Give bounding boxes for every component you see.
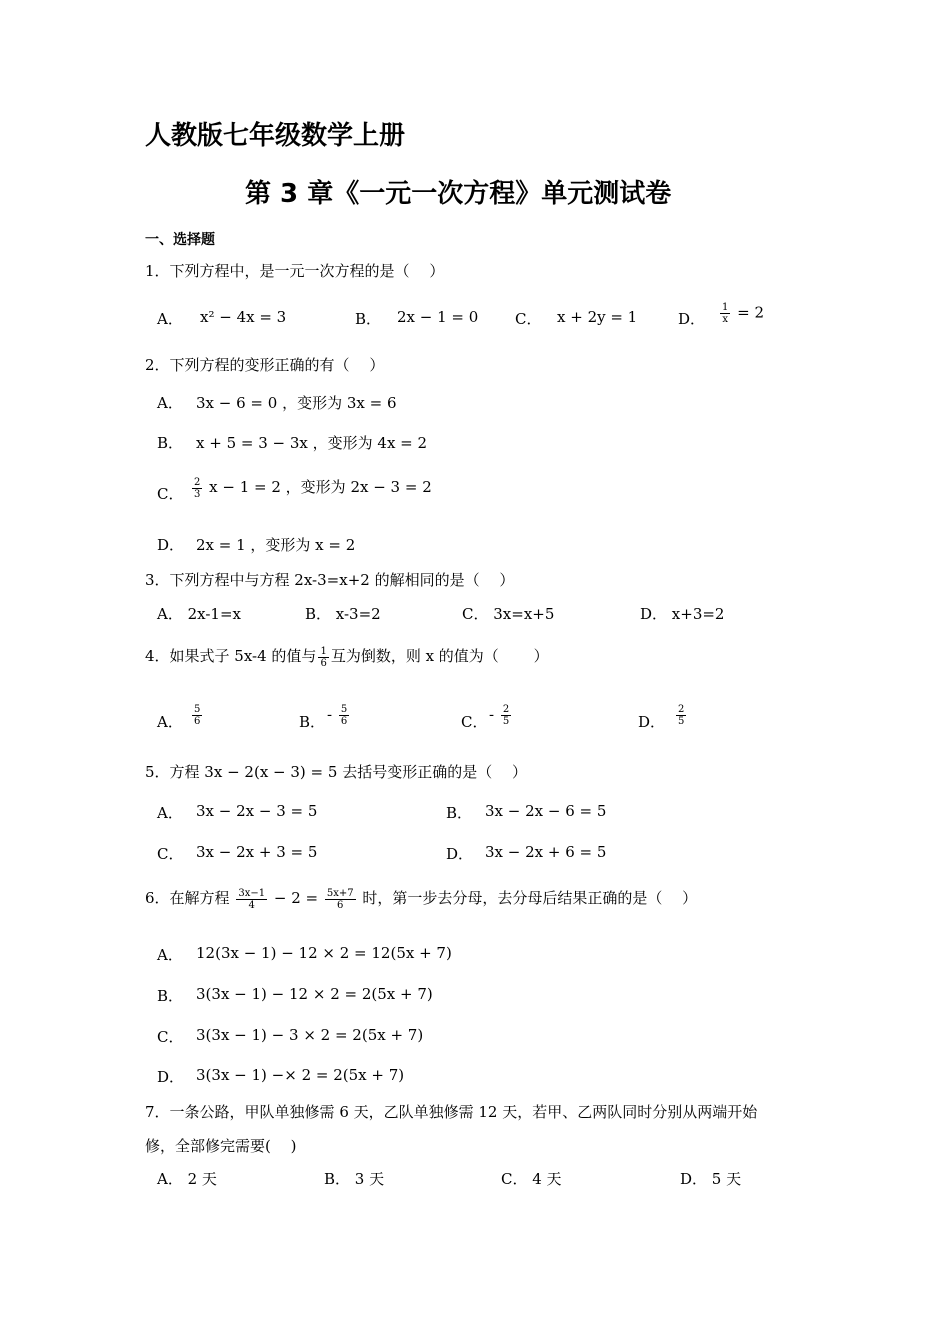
fraction-numerator: 2 — [678, 704, 685, 715]
q7-option-a: A． 2 天 — [157, 1170, 217, 1188]
q4-stem-fraction — [318, 646, 328, 669]
question-6-stem — [145, 887, 697, 911]
q6-option-c: 3(3x − 1) − 3 × 2 = 2(5x + 7) — [196, 1026, 424, 1044]
q6-option-d: 3(3x − 1) −× 2 = 2(5x + 7) — [196, 1066, 405, 1084]
q6-fraction-right — [325, 888, 356, 911]
fraction-denominator: 3 — [194, 488, 201, 500]
q4-option-b-label: B． — [299, 713, 326, 731]
q5-option-d: 3x − 2x + 6 = 5 — [485, 843, 607, 861]
q1-option-d-label: D． — [678, 310, 706, 328]
fraction-numerator: 3x−1 — [238, 887, 266, 899]
q1-option-d — [718, 302, 764, 325]
q4-b-sign: - — [327, 705, 333, 724]
document-title: 人教版七年级数学上册 — [145, 121, 406, 151]
q4-c-fraction — [501, 704, 511, 727]
fraction-numerator: 1 — [320, 645, 327, 657]
q3-option-c: C． 3x=x+5 — [462, 605, 555, 623]
fraction-denominator: 4 — [248, 899, 255, 911]
q7-option-b: B． 3 天 — [324, 1170, 385, 1188]
fraction-denominator: 6 — [340, 716, 348, 727]
q3-option-b: B． x-3=2 — [305, 605, 381, 623]
q1-option-b-label: B． — [355, 310, 382, 328]
q4-option-b — [327, 704, 351, 727]
q1-option-b: 2x − 1 = 0 — [397, 308, 479, 326]
q4-a-fraction — [192, 704, 202, 727]
q2-option-a: 3x − 6 = 0 ，变形为 3x = 6 — [196, 394, 397, 412]
q5-option-b-label: B． — [446, 804, 473, 822]
q5-option-b: 3x − 2x − 6 = 5 — [485, 802, 607, 820]
q2-option-d: 2x = 1 ，变形为 x = 2 — [196, 536, 356, 554]
q4-option-d — [674, 704, 688, 727]
q6-option-d-label: D． — [157, 1068, 185, 1086]
q6-option-a: 12(3x − 1) − 12 × 2 = 12(5x + 7) — [196, 944, 452, 962]
q4-stem-pre: 4．如果式子 5x-4 的值与 — [145, 647, 317, 665]
q7-option-d: D． 5 天 — [680, 1170, 742, 1188]
q1-option-c-label: C． — [515, 310, 542, 328]
q4-option-a — [190, 704, 204, 727]
q4-option-d-label: D． — [638, 713, 666, 731]
q4-stem-post: 互为倒数，则 x 的值为（ ） — [330, 647, 549, 665]
q2-option-d-label: D． — [157, 536, 185, 554]
document-subtitle: 第 3 章《一元一次方程》单元测试卷 — [245, 179, 672, 209]
q6-option-b: 3(3x − 1) − 12 × 2 = 2(5x + 7) — [196, 985, 433, 1003]
q6-stem-pre: 6．在解方程 — [145, 889, 230, 907]
q1-option-a: x² − 4x = 3 — [200, 308, 287, 326]
fraction-numerator: 2 — [194, 476, 201, 488]
fraction-denominator: 6 — [320, 657, 327, 669]
question-4-stem — [145, 645, 549, 669]
q5-option-c-label: C． — [157, 845, 184, 863]
q3-option-a: A． 2x-1=x — [157, 605, 241, 623]
q4-b-fraction — [339, 704, 349, 727]
q4-option-c-label: C． — [461, 713, 488, 731]
question-7-stem-line1: 7．一条公路，甲队单独修需 6 天，乙队单独修需 12 天，若甲、乙两队同时分别从两端开始 — [145, 1103, 758, 1121]
fraction-numerator: 2 — [502, 704, 510, 715]
q6-fraction-left — [236, 888, 267, 911]
q2-option-a-label: A． — [157, 394, 183, 412]
q1-d-rest: = 2 — [737, 303, 765, 322]
fraction-numerator: 5 — [340, 704, 348, 715]
q4-option-c — [489, 704, 513, 727]
q2-c-rest: x − 1 = 2 ，变形为 2x − 3 = 2 — [209, 478, 432, 496]
q5-option-a: 3x − 2x − 3 = 5 — [196, 802, 318, 820]
q6-option-a-label: A． — [157, 946, 183, 964]
q5-option-a-label: A． — [157, 804, 183, 822]
fraction-denominator: 6 — [194, 716, 201, 727]
q2-c-fraction — [192, 477, 202, 500]
q1-option-c: x + 2y = 1 — [557, 308, 638, 326]
question-7-stem-line2: 修，全部修完需要( ) — [145, 1137, 297, 1155]
q5-option-c: 3x − 2x + 3 = 5 — [196, 843, 318, 861]
fraction-numerator: 1 — [722, 302, 729, 313]
q3-option-d: D． x+3=2 — [640, 605, 725, 623]
q6-option-c-label: C． — [157, 1028, 184, 1046]
question-2-stem: 2．下列方程的变形正确的有（ ） — [145, 356, 385, 374]
q5-option-d-label: D． — [446, 845, 474, 863]
q1-d-fraction — [720, 302, 730, 325]
question-5-stem: 5．方程 3x − 2(x − 3) = 5 去括号变形正确的是（ ） — [145, 763, 527, 781]
q2-option-c — [190, 476, 432, 500]
fraction-numerator: 5 — [194, 704, 201, 715]
section-heading: 一、选择题 — [145, 232, 215, 248]
q2-option-b: x + 5 = 3 − 3x ，变形为 4x = 2 — [196, 434, 428, 452]
q2-option-c-label: C． — [157, 485, 184, 503]
q4-d-fraction — [676, 704, 686, 727]
fraction-numerator: 5x+7 — [326, 887, 354, 899]
q4-c-sign: - — [489, 705, 495, 724]
q4-option-a-label: A． — [157, 713, 183, 731]
q2-option-b-label: B． — [157, 434, 184, 452]
fraction-denominator: 5 — [678, 716, 685, 727]
question-1-stem: 1．下列方程中，是一元一次方程的是（ ） — [145, 262, 445, 280]
fraction-denominator: 5 — [502, 716, 510, 727]
q6-stem-post: 时，第一步去分母，去分母后结果正确的是（ ） — [362, 889, 698, 907]
question-3-stem: 3．下列方程中与方程 2x-3=x+2 的解相同的是（ ） — [145, 571, 515, 589]
q6-option-b-label: B． — [157, 987, 184, 1005]
q7-option-c: C． 4 天 — [501, 1170, 562, 1188]
q1-option-a-label: A． — [157, 310, 183, 328]
fraction-denominator: 6 — [337, 899, 344, 911]
q6-stem-mid: − 2 = — [273, 889, 319, 907]
fraction-denominator: x — [722, 314, 728, 325]
